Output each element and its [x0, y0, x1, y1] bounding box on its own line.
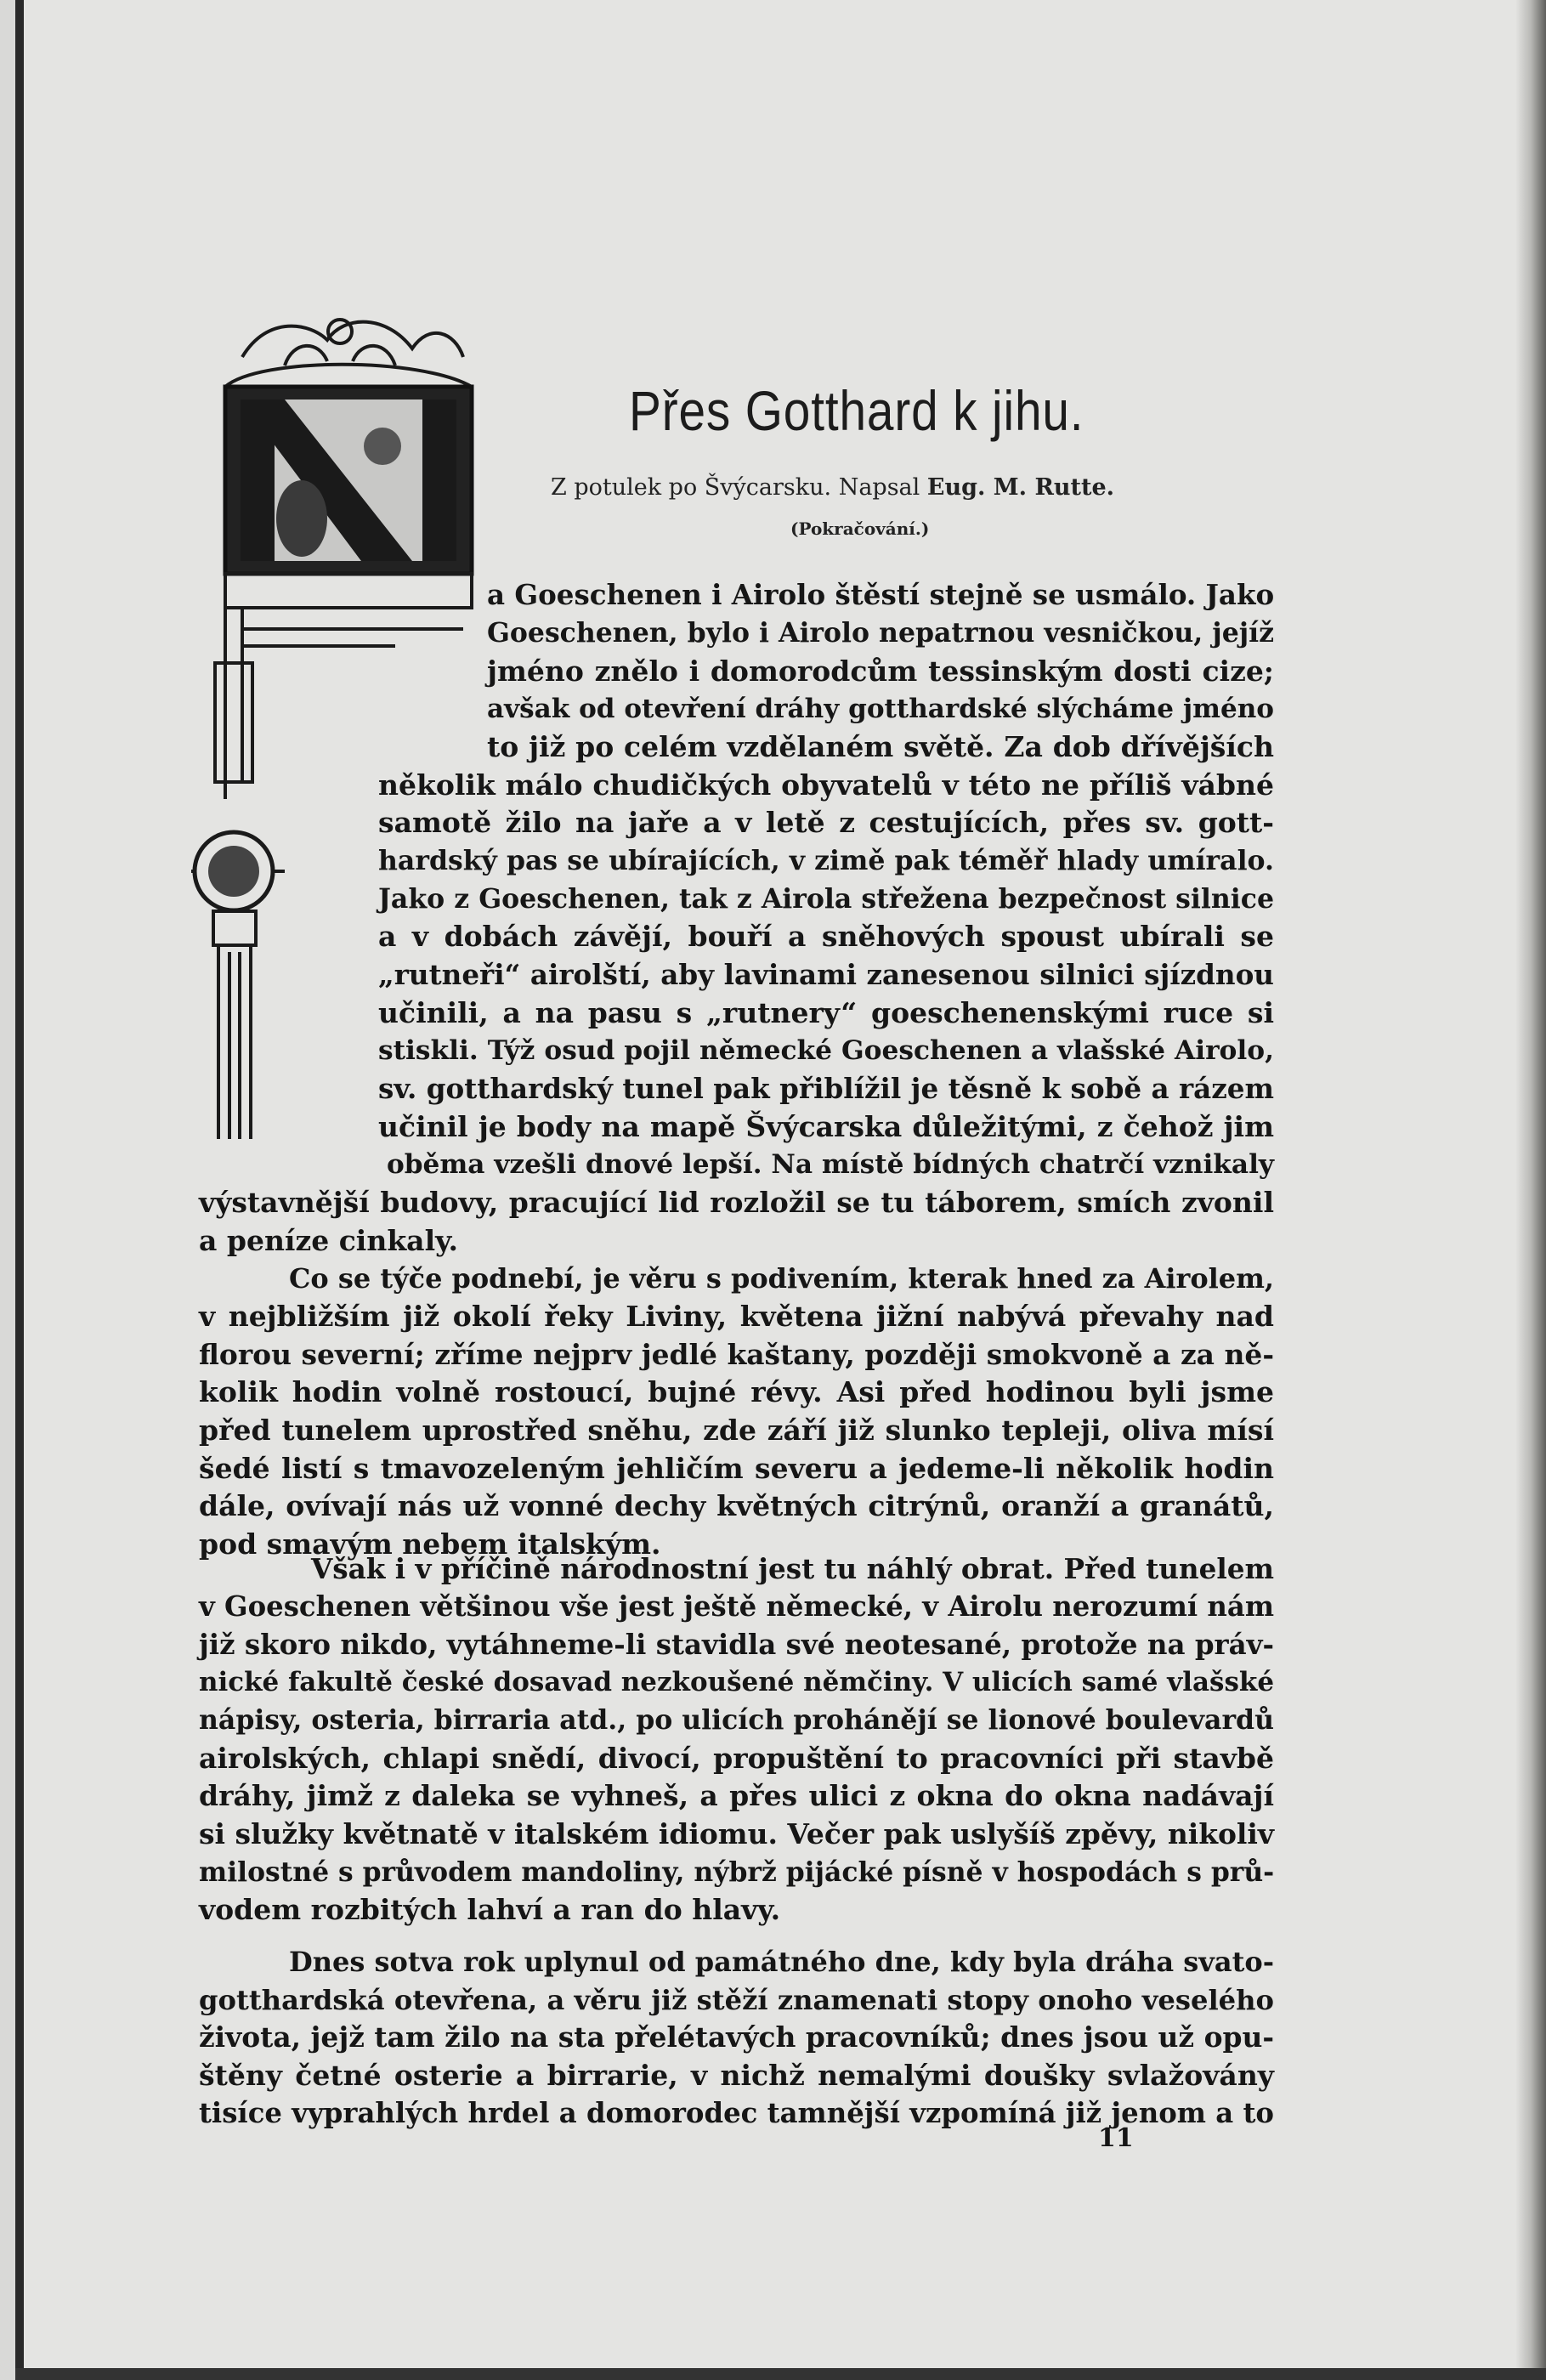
text-line: avšak od otevření dráhy gotthardské slýcháme jméno — [487, 694, 1274, 724]
text-line: „rutneři“ airolští, aby lavinami zanesenou silnici sjízdnou — [378, 958, 1274, 991]
text-line: pod smavým nebem italským. — [199, 1527, 661, 1561]
text-line: gotthardská otevřena, a věru již stěží znamenati stopy onoho veselého — [199, 1984, 1274, 2016]
text-line: samotě žilo na jaře a v letě z cestujících, přes sv. gott- — [378, 806, 1274, 839]
text-line: kolik hodin volně rostoucí, bujné révy. Asi před hodinou byli jsme — [199, 1375, 1274, 1408]
initial-n-right-stem — [422, 400, 456, 561]
text-line: v Goeschenen většinou vše jest ještě německé, v Airolu nerozumí nám — [199, 1590, 1274, 1623]
text-line: dále, ovívají nás už vonné dechy květných citrýnů, oranží a granátů, — [199, 1489, 1274, 1522]
text-line: Co se týče podnebí, je věru s podivením, kterak hned za Airolem, — [289, 1262, 1274, 1295]
continued-note: (Pokračování.) — [790, 518, 930, 539]
text-line: několik málo chudičkých obyvatelů v této ne příliš vábné — [378, 768, 1274, 802]
text-line: airolských, chlapi snědí, divocí, propuštění to pracovníci při stavbě — [199, 1742, 1274, 1775]
text-line: a Goeschenen i Airolo štěstí stejně se usmálo. Jako — [487, 578, 1275, 611]
medallion-icon — [191, 832, 285, 910]
text-line: před tunelem uprostřed sněhu, zde září již slunko tepleji, oliva mísí — [199, 1414, 1274, 1447]
text-line: Goeschenen, bylo i Airolo nepatrnou vesničkou, jejíž — [487, 617, 1274, 649]
text-line: života, jejž tam žilo na sta přelétavých pracovníků; dnes jsou už opu- — [199, 2020, 1274, 2054]
text-line: již skoro nikdo, vytáhneme-li stavidla své neotesané, protože na práv- — [199, 1629, 1274, 1661]
text-line: Jako z Goeschenen, tak z Airola střežena bezpečnost silnice — [378, 883, 1274, 915]
author-name: Eug. M. Rutte. — [926, 474, 1115, 501]
ornament-column-icon — [213, 911, 256, 1139]
article-title: Přes Gotthard k jihu. — [629, 379, 1084, 442]
page-number: 11 — [1098, 2123, 1134, 2153]
text-line: nické fakultě české dosavad nezkoušené němčiny. V ulicích samé vlašské — [199, 1667, 1274, 1697]
text-line: učinil je body na mapě Švýcarska důležitými, z čehož jim — [378, 1110, 1274, 1143]
text-line: jméno znělo i domorodcům tessinským dosti cize; — [487, 654, 1274, 688]
text-line: si služky květnatě v italském idiomu. Večer pak uslyšíš zpěvy, nikoliv — [199, 1817, 1274, 1850]
cherub-figure — [364, 428, 401, 465]
text-line: sv. gotthardský tunel pak přiblížil je těsně k sobě a rázem — [378, 1072, 1274, 1105]
text-line: dráhy, jimž z daleka se vyhneš, a přes ulici z okna do okna nadávají — [199, 1779, 1274, 1812]
text-line: učinili, a na pasu s „rutnery“ goeschenenskými ruce si — [378, 996, 1274, 1029]
text-line: Dnes sotva rok uplynul od památného dne, kdy byla dráha svato- — [289, 1946, 1275, 1978]
initial-n-left-stem — [241, 400, 275, 561]
subtitle-text: Z potulek po Švýcarsku. Napsal — [551, 474, 927, 501]
text-line: štěny četné osterie a birrarie, v nichž nemalými doušky svlažovány — [199, 2059, 1274, 2092]
text-line: florou severní; zříme nejprv jedlé kaštany, později smokvoně a za ně- — [199, 1338, 1274, 1371]
initial-base — [225, 574, 472, 608]
text-line: stiskli. Týž osud pojil německé Goeschenen a vlašské Airolo, — [378, 1035, 1274, 1066]
text-line: nápisy, osteria, birraria atd., po ulicích prohánějí se lionové boulevardů — [199, 1704, 1274, 1736]
text-line: výstavnější budovy, pracující lid rozložil se tu táborem, smích zvonil — [199, 1186, 1274, 1219]
text-line: milostné s průvodem mandoliny, nýbrž pijácké písně v hospodách s prů- — [199, 1857, 1275, 1888]
text-line: a peníze cinkaly. — [199, 1224, 458, 1257]
text-line: v nejbližším již okolí řeky Liviny, květena jižní nabývá převahy nad — [199, 1300, 1274, 1333]
text-line: vodem rozbitých lahví a ran do hlavy. — [199, 1893, 781, 1926]
seated-figure — [276, 480, 327, 557]
page-edge — [1515, 0, 1546, 2380]
text-line: to již po celém vzdělaném světě. Za dob dřívějších — [487, 730, 1274, 763]
text-line: Však i v příčině národnostní jest tu náhlý obrat. Před tunelem — [311, 1552, 1274, 1585]
text-line: šedé listí s tmavozeleným jehličím severu a jedeme-li několik hodin — [199, 1452, 1274, 1485]
text-line: hardský pas se ubírajících, v zimě pak téměř hlady umíralo. — [378, 845, 1274, 876]
text-line: oběma vzešli dnové lepší. Na místě bídných chatrčí vznikaly — [387, 1149, 1274, 1180]
text-line: a v dobách závějí, bouří a sněhových spoust ubírali se — [378, 920, 1274, 953]
page-bottom-edge — [15, 2368, 1546, 2380]
article-subtitle — [551, 474, 1114, 501]
text-line: tisíce vyprahlých hrdel a domorodec tamnější vzpomíná již jenom a to — [199, 2097, 1274, 2129]
ornament-crest-icon — [225, 320, 472, 387]
